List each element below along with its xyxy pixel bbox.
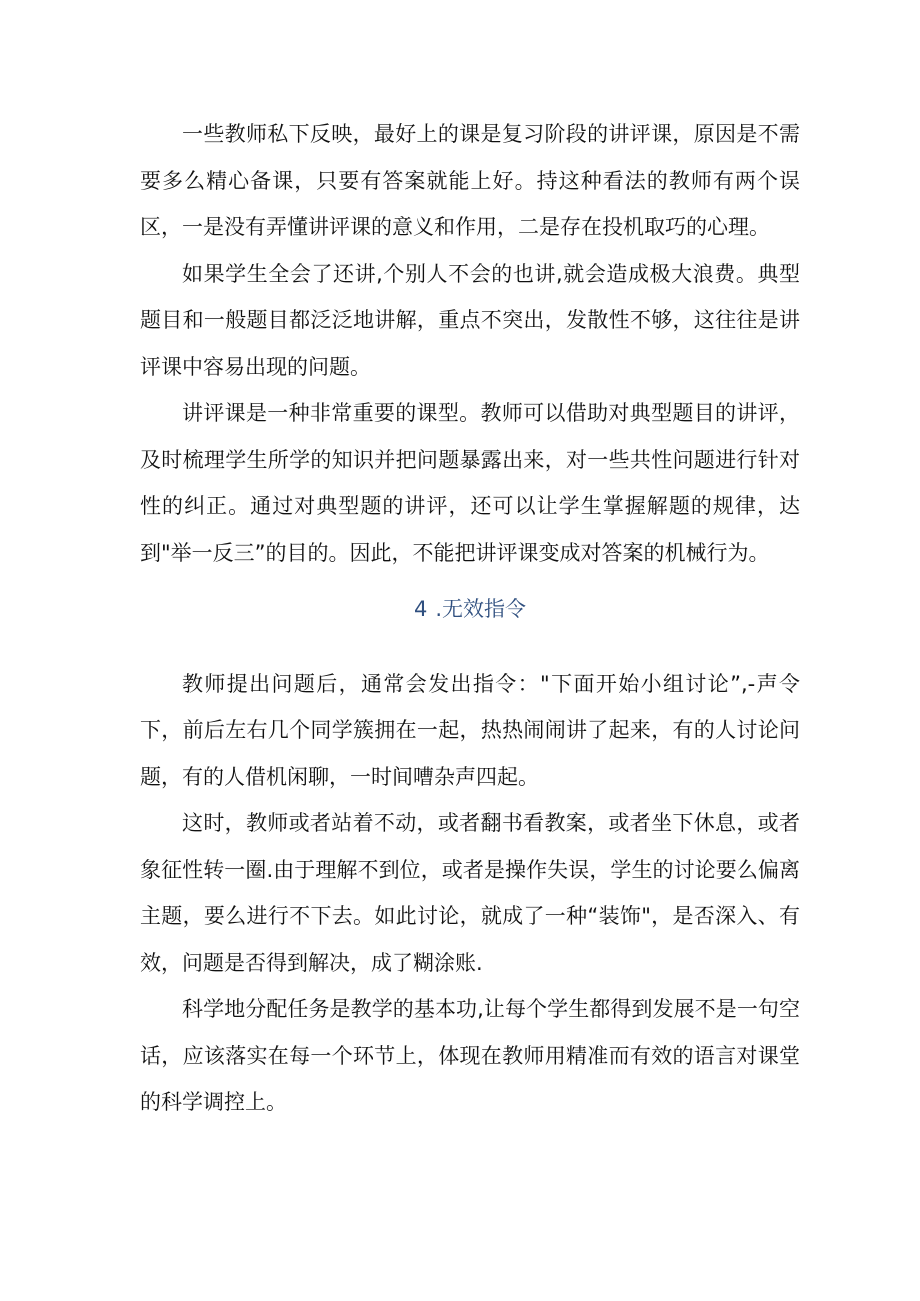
paragraph-task-assignment: 科学地分配任务是教学的基本功,让每个学生都得到发展不是一句空话，应该落实在每一个环节上，体现在教师用精准而有效的语言对课堂的科学调控上。	[140, 997, 800, 1114]
section-title: .无效指令	[435, 597, 527, 621]
paragraph-group-discussion: 教师提出问题后，通常会发出指令："下面开始小组讨论”,-声令下，前后左右几个同学簇拥在一起，热热闹闹讲了起来，有的人讨论问题，有的人借机闲聊，一时间嘈杂声四起。	[140, 671, 800, 789]
paragraph-review-lesson-misconception: 一些教师私下反映，最好上的课是复习阶段的讲评课，原因是不需要多么精心备课，只要有答案就能上好。持这种看法的教师有两个误区，一是没有弄懂讲评课的意义和作用，二是存在投机取巧的心理。	[140, 122, 800, 239]
section-heading	[140, 576, 800, 661]
section-number: 4	[413, 597, 428, 621]
paragraph-waste-problem: 如果学生全会了还讲,个别人不会的也讲,就会造成极大浪费。典型题目和一般题目都泛泛地讲解，重点不突出，发散性不够，这往往是讲评课中容易出现的问题。	[140, 261, 800, 379]
paragraph-teacher-behavior: 这时，教师或者站着不动，或者翻书看教案，或者坐下休息，或者象征性转一圈.由于理解不到位，或者是操作失误，学生的讨论要么偏离主题，要么进行不下去。如此讨论，就成了一种“装饰"，是否深入、有效，问题是否得到解决，成了糊涂账.	[140, 811, 800, 975]
document-body	[140, 111, 800, 1126]
paragraph-review-lesson-importance: 讲评课是一种非常重要的课型。教师可以借助对典型题目的讲评，及时梳理学生所学的知识并把问题暴露出来，对一些共性问题进行针对性的纠正。通过对典型题的讲评，还可以让学生掌握解题的规律，达到"举一反三”的目的。因此，不能把讲评课变成对答案的机械行为。	[140, 401, 800, 565]
